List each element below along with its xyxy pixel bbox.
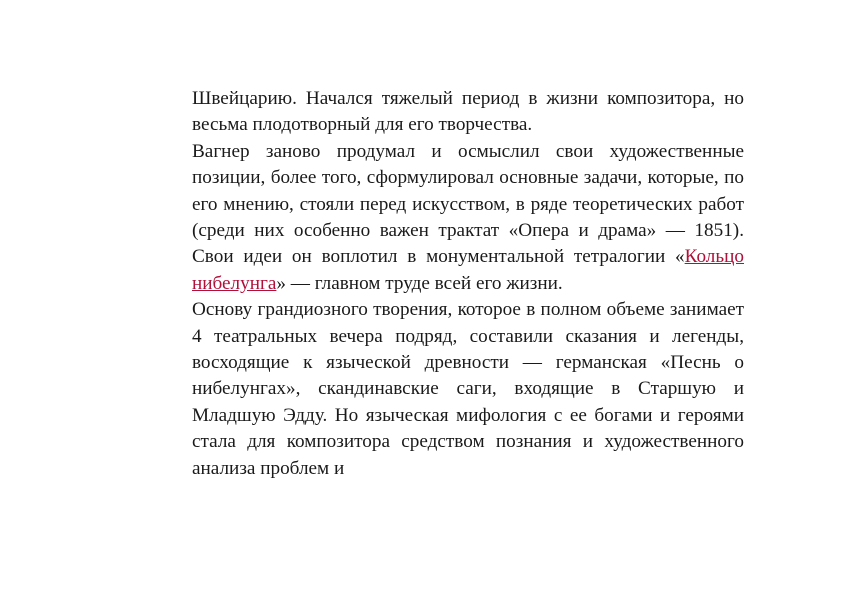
paragraph-wagner-ideas: [192, 139, 744, 297]
paragraph-text: Вагнер заново продумал и осмыслил свои художественные позиции, более того, сформулировал основные задачи, которые, по его мнению, стояли перед искусством, в ряде теоретических работ (среди них особенно важен трактат «Опера и драма» — 1851). Свои идеи он воплотил в монументальной тетралогии «: [192, 140, 744, 268]
ring-of-nibelung-link[interactable]: Кольцо нибелунга: [192, 246, 744, 294]
document-body: [192, 86, 744, 482]
paragraph-foundation: [192, 297, 744, 482]
paragraph-switzerland: [192, 86, 744, 139]
paragraph-text: Швейцарию. Начался тяжелый период в жизни композитора, но весьма плодотворный для его творчества.: [192, 88, 744, 136]
paragraph-text: » — главном труде всей его жизни.: [276, 272, 563, 294]
paragraph-text: Основу грандиозного творения, которое в полном объеме занимает 4 театральных вечера подряд, составили сказания и легенды, восходящие к языческой древности — германская «Песнь о нибелунгах», скандинавские саги, входящие в Старшую и Младшую Эдду. Но языческая мифология с ее богами и героями стала для композитора средством познания и художественного анализа проблем и: [192, 299, 744, 479]
